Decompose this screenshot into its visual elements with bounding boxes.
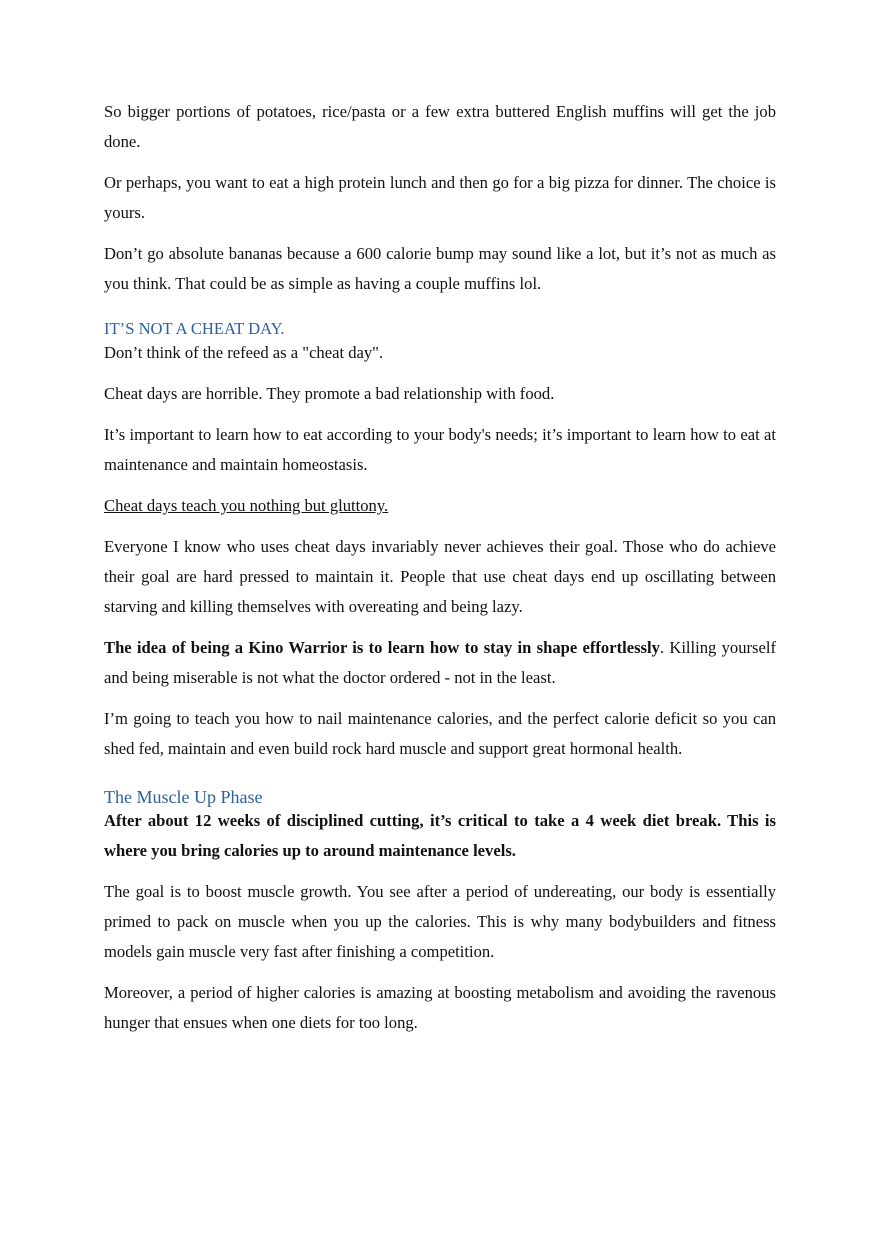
paragraph: Don’t think of the refeed as a "cheat day". xyxy=(104,343,384,362)
section-heading-muscle-up: The Muscle Up Phase xyxy=(104,787,263,807)
bold-statement: The idea of being a Kino Warrior is to learn how to stay in shape effortlessly xyxy=(104,638,660,657)
paragraph: Moreover, a period of higher calories is amazing at boosting metabolism and avoiding the ravenous hunger that ensues when one diets for too long. xyxy=(104,983,776,1032)
section-heading-cheat-day: IT’S NOT A CHEAT DAY. xyxy=(104,319,285,338)
underlined-statement: Cheat days teach you nothing but gluttony. xyxy=(104,496,389,515)
paragraph: Don’t go absolute bananas because a 600 calorie bump may sound like a lot, but it’s not as much as you think. That could be as simple as having a couple muffins lol. xyxy=(104,244,776,293)
bold-paragraph: After about 12 weeks of disciplined cutting, it’s critical to take a 4 week diet break. This is where you bring calories up to around maintenance levels. xyxy=(104,811,776,860)
paragraph: It’s important to learn how to eat according to your body's needs; it’s important to learn how to eat at maintenance and maintain homeostasis. xyxy=(104,425,776,474)
paragraph-kino-warrior xyxy=(104,633,776,693)
paragraph: I’m going to teach you how to nail maintenance calories, and the perfect calorie deficit so you can shed fed, maintain and even build rock hard muscle and support great hormonal health. xyxy=(104,709,776,758)
paragraph: Everyone I know who uses cheat days invariably never achieves their goal. Those who do achieve their goal are hard pressed to maintain it. People that use cheat days end up oscillating between starving and killing themselves with overeating and being lazy. xyxy=(104,537,776,616)
paragraph: So bigger portions of potatoes, rice/pasta or a few extra buttered English muffins will get the job done. xyxy=(104,102,776,151)
paragraph: The goal is to boost muscle growth. You see after a period of undereating, our body is essentially primed to pack on muscle when you up the calories. This is why many bodybuilders and fitness models gain muscle very fast after finishing a competition. xyxy=(104,882,776,961)
page-content xyxy=(104,97,776,1049)
statement-continuation: . Killing yourself and being miserable is not what the doctor ordered - not in the least. xyxy=(104,638,776,687)
paragraph: Or perhaps, you want to eat a high protein lunch and then go for a big pizza for dinner. The choice is yours. xyxy=(104,173,776,222)
paragraph: Cheat days are horrible. They promote a bad relationship with food. xyxy=(104,384,555,403)
